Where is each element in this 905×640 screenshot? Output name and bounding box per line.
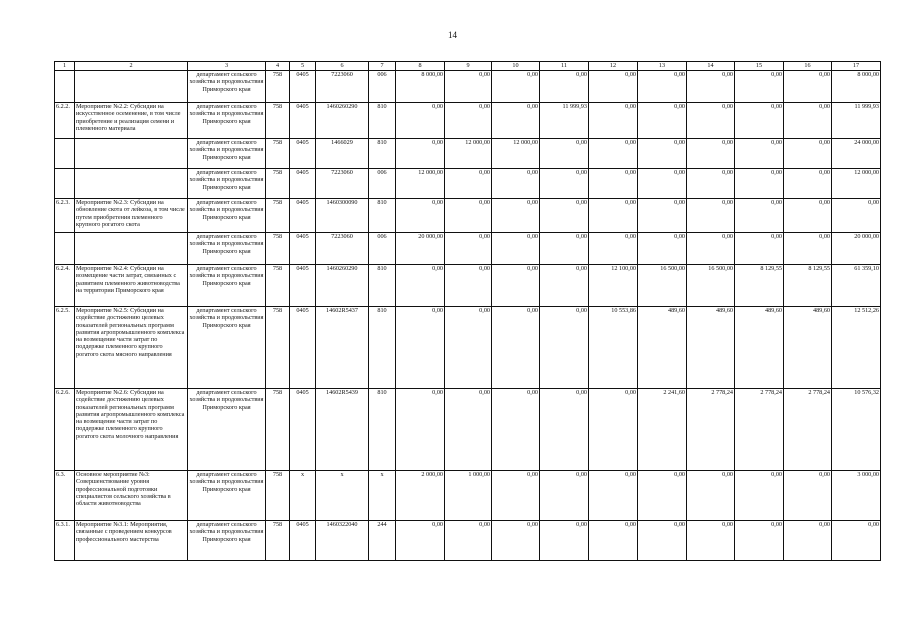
- value-cell: 0,00: [735, 199, 784, 233]
- code-cell: 810: [369, 199, 396, 233]
- value-cell: 61 359,10: [832, 265, 881, 307]
- value-cell: 0,00: [492, 521, 540, 561]
- value-cell: 8 129,55: [784, 265, 832, 307]
- value-cell: 24 000,00: [832, 139, 881, 169]
- code-cell: 0405: [290, 265, 316, 307]
- table-row: [55, 103, 881, 139]
- value-cell: 0,00: [396, 139, 445, 169]
- column-header: 11: [540, 62, 589, 71]
- value-cell: 0,00: [540, 169, 589, 199]
- measure-name: Мероприятие №2.5: Субсидии на содействие достижению целевых показателей региональных программ развития агропромышленного комплекса на возмещение части затрат по поддержке племенного крупного рогатого скота мясного направления: [75, 307, 188, 389]
- value-cell: 489,60: [638, 307, 687, 389]
- value-cell: 0,00: [540, 521, 589, 561]
- value-cell: 10 576,32: [832, 389, 881, 471]
- measure-name: Мероприятие №3.1: Мероприятия, связанные с проведением конкурсов профессионального мастерства: [75, 521, 188, 561]
- table-row: [55, 71, 881, 103]
- code-cell: 758: [266, 389, 290, 471]
- code-cell: 006: [369, 169, 396, 199]
- value-cell: 0,00: [540, 471, 589, 521]
- code-cell: 0405: [290, 71, 316, 103]
- value-cell: 0,00: [492, 265, 540, 307]
- value-cell: 0,00: [492, 103, 540, 139]
- code-cell: 810: [369, 139, 396, 169]
- code-cell: 758: [266, 521, 290, 561]
- code-cell: 758: [266, 199, 290, 233]
- value-cell: 0,00: [540, 307, 589, 389]
- code-cell: х: [290, 471, 316, 521]
- table-row: [55, 139, 881, 169]
- executor-cell: департамент сельского хозяйства и продовольствия Приморского края: [188, 139, 266, 169]
- table-row: [55, 389, 881, 471]
- executor-cell: департамент сельского хозяйства и продовольствия Приморского края: [188, 233, 266, 265]
- value-cell: 12 000,00: [492, 139, 540, 169]
- value-cell: 0,00: [492, 389, 540, 471]
- column-header: 12: [589, 62, 638, 71]
- table-row: [55, 233, 881, 265]
- table-header-row: [55, 62, 881, 71]
- code-cell: 758: [266, 169, 290, 199]
- value-cell: 0,00: [445, 233, 492, 265]
- value-cell: 0,00: [735, 233, 784, 265]
- code-cell: 7223060: [316, 169, 369, 199]
- row-number: 6.2.6.: [55, 389, 75, 471]
- code-cell: 758: [266, 265, 290, 307]
- value-cell: 0,00: [687, 71, 735, 103]
- code-cell: 1460300090: [316, 199, 369, 233]
- value-cell: 0,00: [638, 233, 687, 265]
- value-cell: 0,00: [492, 307, 540, 389]
- code-cell: 14602R5439: [316, 389, 369, 471]
- row-number: 6.3.: [55, 471, 75, 521]
- value-cell: 1 000,00: [445, 471, 492, 521]
- row-number: [55, 139, 75, 169]
- code-cell: 0405: [290, 233, 316, 265]
- value-cell: 0,00: [396, 307, 445, 389]
- value-cell: 0,00: [589, 71, 638, 103]
- column-header: 8: [396, 62, 445, 71]
- value-cell: 0,00: [784, 71, 832, 103]
- value-cell: 0,00: [492, 71, 540, 103]
- value-cell: 2 241,60: [638, 389, 687, 471]
- column-header: 10: [492, 62, 540, 71]
- code-cell: 810: [369, 307, 396, 389]
- value-cell: 0,00: [638, 139, 687, 169]
- column-header: 14: [687, 62, 735, 71]
- budget-table: [54, 61, 881, 561]
- value-cell: 0,00: [589, 199, 638, 233]
- executor-cell: департамент сельского хозяйства и продовольствия Приморского края: [188, 265, 266, 307]
- code-cell: 14602R5437: [316, 307, 369, 389]
- row-number: [55, 233, 75, 265]
- value-cell: 0,00: [589, 389, 638, 471]
- measure-name: Мероприятие №2.3: Субсидии на обновление скота от лейкоза, в том числе путем приобретения племенного крупного рогатого скота: [75, 199, 188, 233]
- code-cell: 810: [369, 265, 396, 307]
- measure-name: [75, 233, 188, 265]
- value-cell: 2 000,00: [396, 471, 445, 521]
- value-cell: 16 500,00: [687, 265, 735, 307]
- code-cell: 758: [266, 103, 290, 139]
- value-cell: 0,00: [735, 71, 784, 103]
- value-cell: 0,00: [589, 139, 638, 169]
- value-cell: 2 778,24: [687, 389, 735, 471]
- column-header: 4: [266, 62, 290, 71]
- value-cell: 0,00: [540, 389, 589, 471]
- value-cell: 2 778,24: [735, 389, 784, 471]
- value-cell: 0,00: [687, 199, 735, 233]
- value-cell: 489,60: [784, 307, 832, 389]
- code-cell: 1460260290: [316, 103, 369, 139]
- value-cell: 0,00: [589, 169, 638, 199]
- value-cell: 20 000,00: [396, 233, 445, 265]
- code-cell: 758: [266, 471, 290, 521]
- measure-name: Мероприятие №2.6: Субсидии на содействие достижению целевых показателей региональных программ развития агропромышленного комплекса на возмещение части затрат по поддержке племенного крупного рогатого скота молочного направления: [75, 389, 188, 471]
- column-header: 6: [316, 62, 369, 71]
- measure-name: Мероприятие №2.4: Субсидии на возмещение части затрат, связанных с развитием племенного животноводства на территории Приморского края: [75, 265, 188, 307]
- value-cell: 0,00: [540, 199, 589, 233]
- column-header: 3: [188, 62, 266, 71]
- value-cell: 11 999,93: [540, 103, 589, 139]
- value-cell: 0,00: [638, 199, 687, 233]
- measure-name: Мероприятие №2.2: Субсидии на искусственное осеменение, в том числе приобретение и реализация семени и племенного материала: [75, 103, 188, 139]
- value-cell: 489,60: [687, 307, 735, 389]
- value-cell: 0,00: [687, 169, 735, 199]
- code-cell: 1460260290: [316, 265, 369, 307]
- value-cell: 0,00: [638, 169, 687, 199]
- column-header: 15: [735, 62, 784, 71]
- row-number: [55, 169, 75, 199]
- table-row: [55, 169, 881, 199]
- value-cell: 8 000,00: [832, 71, 881, 103]
- value-cell: 0,00: [445, 307, 492, 389]
- value-cell: 0,00: [445, 71, 492, 103]
- code-cell: х: [316, 471, 369, 521]
- value-cell: 0,00: [735, 103, 784, 139]
- code-cell: 810: [369, 389, 396, 471]
- value-cell: 0,00: [784, 139, 832, 169]
- value-cell: 0,00: [396, 199, 445, 233]
- value-cell: 2 778,24: [784, 389, 832, 471]
- value-cell: 0,00: [687, 233, 735, 265]
- value-cell: 8 000,00: [396, 71, 445, 103]
- value-cell: 0,00: [540, 265, 589, 307]
- value-cell: 0,00: [445, 389, 492, 471]
- value-cell: 0,00: [589, 233, 638, 265]
- value-cell: 12 000,00: [396, 169, 445, 199]
- value-cell: 0,00: [445, 265, 492, 307]
- table-row: [55, 521, 881, 561]
- value-cell: 0,00: [687, 139, 735, 169]
- value-cell: 0,00: [784, 233, 832, 265]
- value-cell: 0,00: [687, 471, 735, 521]
- measure-name: [75, 139, 188, 169]
- value-cell: 0,00: [735, 471, 784, 521]
- executor-cell: департамент сельского хозяйства и продовольствия Приморского края: [188, 71, 266, 103]
- value-cell: 0,00: [589, 471, 638, 521]
- value-cell: 0,00: [396, 521, 445, 561]
- value-cell: 10 553,86: [589, 307, 638, 389]
- executor-cell: департамент сельского хозяйства и продовольствия Приморского края: [188, 169, 266, 199]
- value-cell: 489,60: [735, 307, 784, 389]
- value-cell: 12 000,00: [445, 139, 492, 169]
- value-cell: 0,00: [492, 233, 540, 265]
- executor-cell: департамент сельского хозяйства и продовольствия Приморского края: [188, 471, 266, 521]
- executor-cell: департамент сельского хозяйства и продовольствия Приморского края: [188, 103, 266, 139]
- value-cell: 0,00: [735, 521, 784, 561]
- value-cell: 0,00: [540, 139, 589, 169]
- column-header: 17: [832, 62, 881, 71]
- table-row: [55, 471, 881, 521]
- value-cell: 12 100,00: [589, 265, 638, 307]
- code-cell: 006: [369, 233, 396, 265]
- row-number: 6.2.3.: [55, 199, 75, 233]
- code-cell: 758: [266, 139, 290, 169]
- value-cell: 20 000,00: [832, 233, 881, 265]
- value-cell: 0,00: [832, 199, 881, 233]
- value-cell: 0,00: [540, 233, 589, 265]
- code-cell: 244: [369, 521, 396, 561]
- code-cell: 0405: [290, 103, 316, 139]
- row-number: 6.2.5.: [55, 307, 75, 389]
- table-row: [55, 307, 881, 389]
- measure-name: [75, 169, 188, 199]
- column-header: 13: [638, 62, 687, 71]
- value-cell: 8 129,55: [735, 265, 784, 307]
- executor-cell: департамент сельского хозяйства и продовольствия Приморского края: [188, 521, 266, 561]
- measure-name: [75, 71, 188, 103]
- column-header: 9: [445, 62, 492, 71]
- value-cell: 0,00: [638, 471, 687, 521]
- value-cell: 0,00: [687, 521, 735, 561]
- row-number: 6.3.1.: [55, 521, 75, 561]
- executor-cell: департамент сельского хозяйства и продовольствия Приморского края: [188, 199, 266, 233]
- code-cell: 0405: [290, 139, 316, 169]
- code-cell: 1466029: [316, 139, 369, 169]
- value-cell: 0,00: [445, 521, 492, 561]
- table-row: [55, 265, 881, 307]
- value-cell: 0,00: [445, 169, 492, 199]
- code-cell: 758: [266, 307, 290, 389]
- code-cell: 006: [369, 71, 396, 103]
- code-cell: 810: [369, 103, 396, 139]
- code-cell: 0405: [290, 307, 316, 389]
- value-cell: 16 500,00: [638, 265, 687, 307]
- value-cell: 12 512,26: [832, 307, 881, 389]
- column-header: 16: [784, 62, 832, 71]
- value-cell: 0,00: [638, 521, 687, 561]
- row-number: [55, 71, 75, 103]
- executor-cell: департамент сельского хозяйства и продовольствия Приморского края: [188, 307, 266, 389]
- value-cell: 0,00: [492, 471, 540, 521]
- value-cell: 0,00: [396, 389, 445, 471]
- value-cell: 0,00: [540, 71, 589, 103]
- code-cell: х: [369, 471, 396, 521]
- value-cell: 0,00: [396, 265, 445, 307]
- table-row: [55, 199, 881, 233]
- column-header: 7: [369, 62, 396, 71]
- page-number: 14: [448, 30, 457, 40]
- value-cell: 0,00: [735, 169, 784, 199]
- value-cell: 0,00: [784, 169, 832, 199]
- value-cell: 0,00: [492, 169, 540, 199]
- code-cell: 0405: [290, 169, 316, 199]
- code-cell: 0405: [290, 199, 316, 233]
- value-cell: 3 000,00: [832, 471, 881, 521]
- value-cell: 0,00: [492, 199, 540, 233]
- value-cell: 0,00: [445, 103, 492, 139]
- value-cell: 0,00: [832, 521, 881, 561]
- value-cell: 0,00: [589, 103, 638, 139]
- value-cell: 0,00: [784, 471, 832, 521]
- value-cell: 0,00: [638, 71, 687, 103]
- value-cell: 0,00: [445, 199, 492, 233]
- value-cell: 12 000,00: [832, 169, 881, 199]
- code-cell: 758: [266, 233, 290, 265]
- code-cell: 1460322040: [316, 521, 369, 561]
- column-header: 2: [75, 62, 188, 71]
- value-cell: 0,00: [687, 103, 735, 139]
- code-cell: 7223060: [316, 71, 369, 103]
- code-cell: 7223060: [316, 233, 369, 265]
- column-header: 1: [55, 62, 75, 71]
- value-cell: 0,00: [396, 103, 445, 139]
- row-number: 6.2.2.: [55, 103, 75, 139]
- code-cell: 0405: [290, 389, 316, 471]
- value-cell: 0,00: [735, 139, 784, 169]
- value-cell: 0,00: [638, 103, 687, 139]
- column-header: 5: [290, 62, 316, 71]
- value-cell: 0,00: [784, 521, 832, 561]
- executor-cell: департамент сельского хозяйства и продовольствия Приморского края: [188, 389, 266, 471]
- value-cell: 0,00: [784, 199, 832, 233]
- value-cell: 0,00: [589, 521, 638, 561]
- value-cell: 11 999,93: [832, 103, 881, 139]
- code-cell: 0405: [290, 521, 316, 561]
- code-cell: 758: [266, 71, 290, 103]
- row-number: 6.2.4.: [55, 265, 75, 307]
- measure-name: Основное мероприятие №3: Совершенствование уровня профессиональной подготовки специалистов сельского хозяйства в области животноводства: [75, 471, 188, 521]
- value-cell: 0,00: [784, 103, 832, 139]
